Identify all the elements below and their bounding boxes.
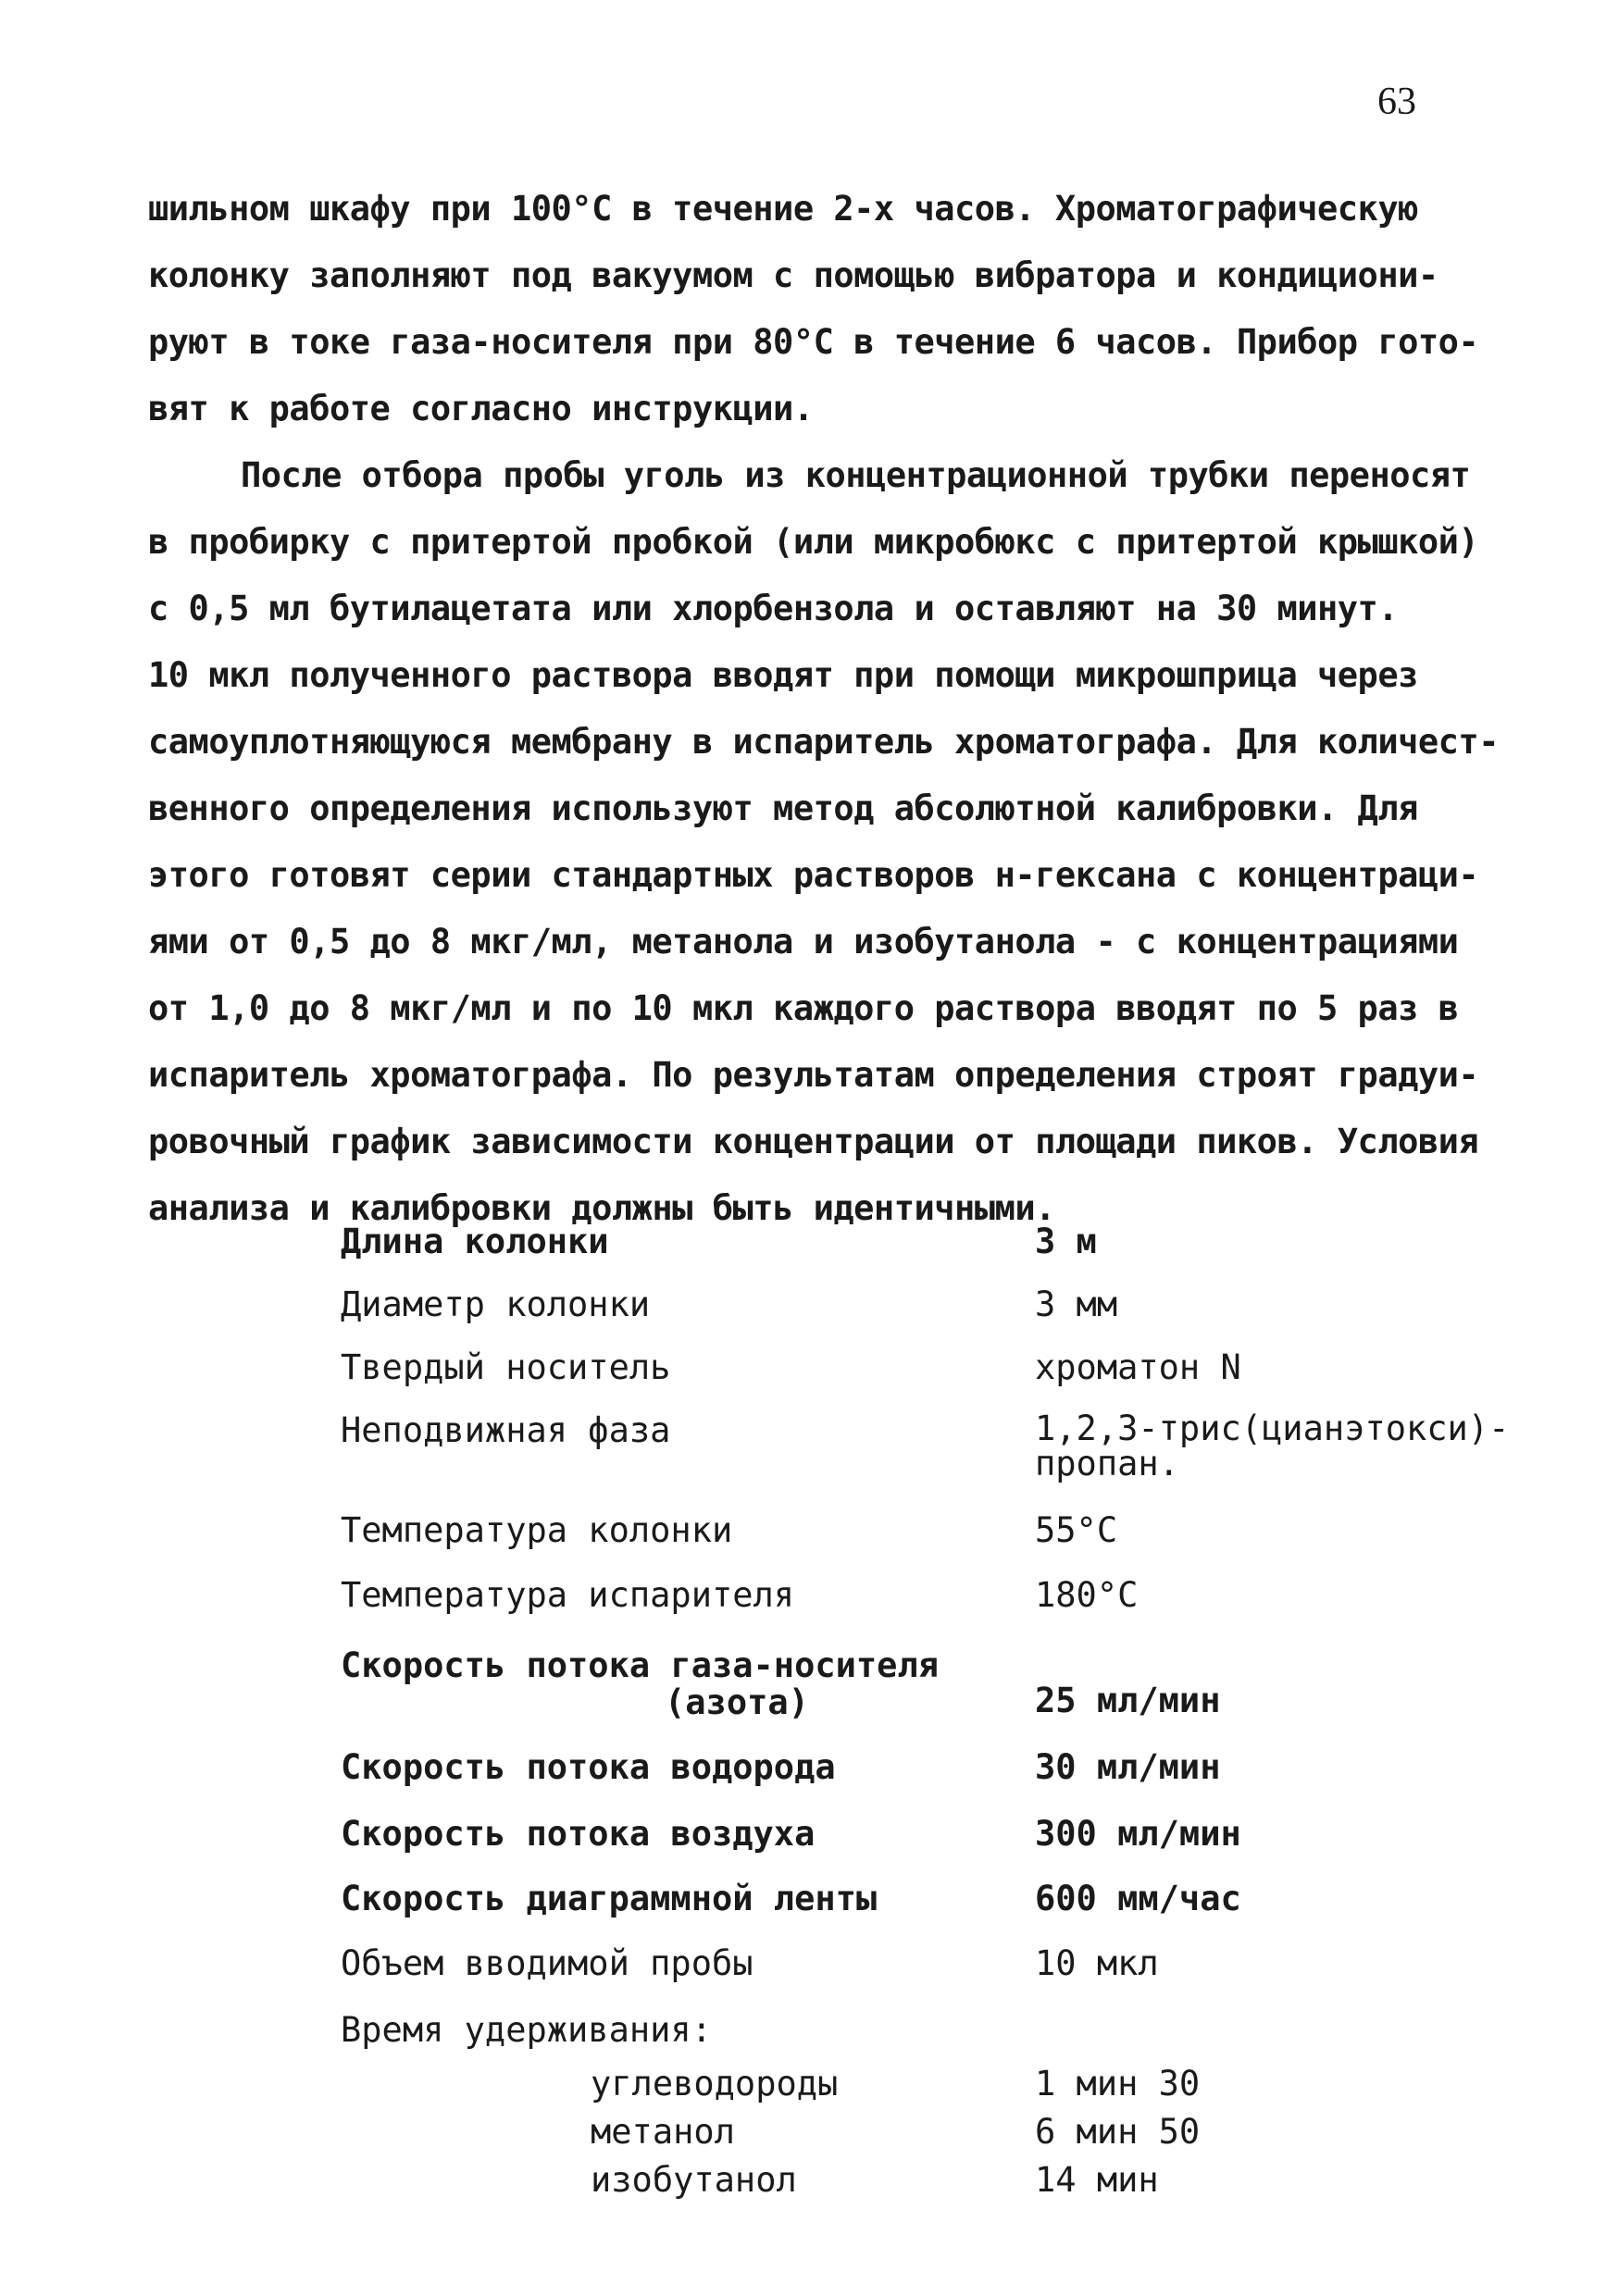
param-value: 3 мм xyxy=(1035,1285,1118,1324)
text-line: вят к работе согласно инструкции. xyxy=(148,389,814,428)
text-line: колонку заполняют под вакуумом с помощью вибратора и кондициони- xyxy=(148,255,1438,295)
param-label: Температура испарителя xyxy=(341,1575,795,1615)
param-label: Время удерживания: xyxy=(341,2010,712,2050)
param-label: Скорость потока водорода xyxy=(341,1747,836,1787)
text-line: ями от 0,5 до 8 мкг/мл, метанола и изобутанола - с концентрациями xyxy=(148,922,1459,962)
param-value-line: пропан. xyxy=(1035,1444,1179,1483)
param-value: 600 мм/час xyxy=(1035,1879,1241,1918)
text-line: 10 мкл полученного раствора вводят при помощи микрошприца через xyxy=(148,655,1418,695)
text-line: венного определения используют метод абсолютной калибровки. Для xyxy=(148,788,1418,828)
text-line: шильном шкафу при 100°С в течение 2-х часов. Хроматографическую xyxy=(148,189,1418,229)
param-row-evaporator-temp xyxy=(341,1575,1544,1647)
param-row-carrier-gas-flow xyxy=(341,1647,1544,1747)
retention-value: 14 мин xyxy=(1035,2160,1159,2200)
param-row-hydrogen-flow xyxy=(341,1747,1544,1814)
param-label: Температура колонки xyxy=(341,1510,733,1550)
analysis-conditions-table xyxy=(341,1222,1544,2208)
text-line: После отбора пробы уголь из концентрационной трубки переносят xyxy=(241,455,1471,495)
text-line: самоуплотняющуюся мембрану в испаритель хроматографа. Для количест- xyxy=(148,722,1499,762)
retention-name: изобутанол xyxy=(591,2160,797,2200)
text-line: анализа и калибровки должны быть идентичными. xyxy=(148,1188,1055,1228)
param-row-stationary-phase xyxy=(341,1410,1544,1510)
text-line: этого готовят серии стандартных растворов н-гексана с концентраци- xyxy=(148,855,1479,895)
text-line: испаритель хроматографа. По результатам определения строят градуи- xyxy=(148,1055,1479,1095)
retention-name: метанол xyxy=(591,2112,735,2152)
param-value: 10 мкл xyxy=(1035,1943,1159,1983)
param-label: Скорость диаграммной ленты xyxy=(341,1879,878,1918)
text-line: ровочный график зависимости концентрации от площади пиков. Условия xyxy=(148,1122,1479,1161)
param-label-line: Скорость потока газа-носителя xyxy=(341,1645,940,1685)
text-line: в пробирку с притертой пробкой (или микробюкс с притертой крышкой) xyxy=(148,522,1479,562)
param-row-column-temp xyxy=(341,1510,1544,1575)
param-label: Объем вводимой пробы xyxy=(341,1943,753,1983)
retention-row xyxy=(341,2064,1544,2112)
param-value: 300 мл/мин xyxy=(1035,1814,1241,1854)
retention-value: 1 мин 30 xyxy=(1035,2064,1201,2104)
param-label: Твердый носитель xyxy=(341,1347,671,1387)
text-line: от 1,0 до 8 мкг/мл и по 10 мкл каждого раствора вводят по 5 раз в xyxy=(148,988,1459,1028)
param-label: Диаметр колонки xyxy=(341,1285,651,1324)
param-value: 30 мл/мин xyxy=(1035,1747,1221,1787)
param-value: 25 мл/мин xyxy=(1035,1681,1221,1720)
param-label: Неподвижная фаза xyxy=(341,1410,671,1450)
retention-row xyxy=(341,2112,1544,2160)
param-value xyxy=(1035,1410,1509,1481)
param-row-length xyxy=(341,1222,1544,1285)
param-row-sample-volume xyxy=(341,1943,1544,2010)
param-row-diameter xyxy=(341,1285,1544,1347)
param-row-retention-header xyxy=(341,2010,1544,2064)
retention-name: углеводороды xyxy=(591,2064,839,2104)
page-number: 63 xyxy=(1377,81,1416,123)
param-label xyxy=(341,1647,1035,1721)
param-value: 55°С xyxy=(1035,1510,1118,1550)
retention-value: 6 мин 50 xyxy=(1035,2112,1201,2152)
text-line: с 0,5 мл бутилацетата или хлорбензола и оставляют на 30 минут. xyxy=(148,589,1399,628)
param-row-chart-speed xyxy=(341,1879,1544,1943)
param-row-air-flow xyxy=(341,1814,1544,1879)
param-value: 3 м xyxy=(1035,1222,1097,1261)
text-line: руют в токе газа-носителя при 80°С в течение 6 часов. Прибор гото- xyxy=(148,322,1479,362)
param-label: Скорость потока воздуха xyxy=(341,1814,816,1854)
param-value: хроматон N xyxy=(1035,1347,1241,1387)
param-row-carrier xyxy=(341,1347,1544,1410)
param-label: Длина колонки xyxy=(341,1222,609,1261)
retention-row xyxy=(341,2160,1544,2208)
param-label-line: (азота) xyxy=(665,1682,809,1722)
param-value-line: 1,2,3-трис(цианэтокси)- xyxy=(1035,1409,1510,1448)
method-description xyxy=(148,176,1499,1242)
param-value: 180°С xyxy=(1035,1575,1139,1615)
